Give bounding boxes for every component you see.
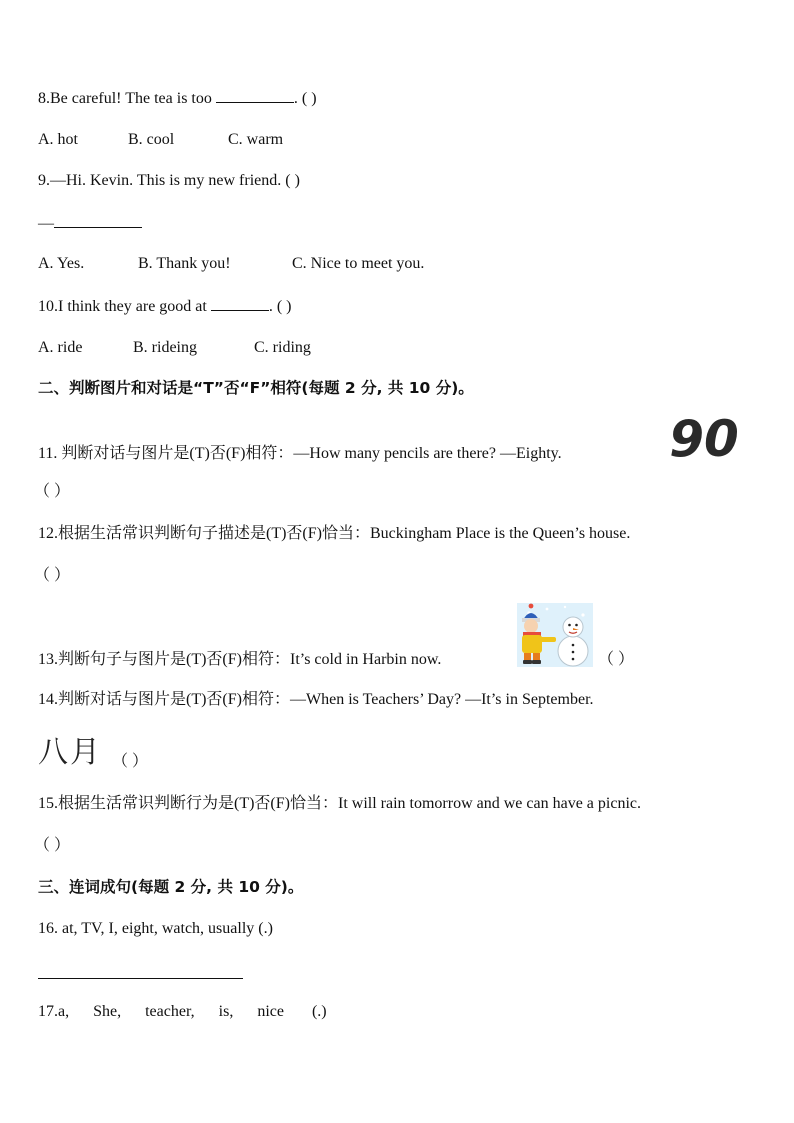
question-8-option-a[interactable]: A. hot [38, 131, 78, 148]
question-12-stem: 12.根据生活常识判断句子描述是(T)否(F)恰当：Buckingham Place is the Queen’s house. [38, 525, 631, 542]
question-12-answer-paren[interactable]: （ ） [34, 567, 71, 584]
question-10-options [38, 338, 311, 358]
question-8-stem-end: . ( ) [293, 90, 317, 107]
question-16-stem: 16. at, TV, I, eight, watch, usually (.) [38, 920, 273, 937]
question-14-stem: 14.判断对话与图片是(T)否(F)相符：—When is Teachers’ Day? —It’s in September. [38, 691, 594, 708]
number-90-text: 90 [669, 412, 739, 462]
question-13-answer-paren[interactable]: （ ） [598, 651, 635, 668]
question-10-stem-start: 10.I think they are good at [38, 298, 211, 315]
section-2-heading: 二、判断图片和对话是“T”否“F”相符(每题 2 分, 共 10 分)。 [38, 379, 474, 397]
question-9-option-c[interactable]: C. Nice to meet you. [292, 255, 425, 272]
section-3-heading: 三、连词成句(每题 2 分, 共 10 分)。 [38, 878, 304, 896]
question-11-stem: 11. 判断对话与图片是(T)否(F)相符：—How many pencils are there? —Eighty. [38, 445, 562, 462]
question-10-option-b[interactable]: B. rideing [133, 339, 197, 356]
question-9-option-a[interactable]: A. Yes. [38, 255, 85, 272]
question-10 [38, 296, 292, 317]
question-17-stem: 17.a, She, teacher, is, nice (.) [38, 1003, 327, 1020]
august-picture-text: 八月 [38, 735, 102, 770]
question-8-options [38, 130, 283, 150]
question-9-options [38, 254, 424, 274]
snowman-head [563, 617, 583, 637]
question-16-answer-line[interactable] [38, 978, 243, 979]
question-8-option-b[interactable]: B. cool [128, 131, 175, 148]
snowman-picture [517, 603, 593, 667]
child-face [524, 619, 538, 633]
question-15-answer-paren[interactable]: （ ） [34, 837, 71, 854]
question-10-option-c[interactable]: C. riding [254, 339, 311, 356]
question-11-answer-paren[interactable]: （ ） [34, 483, 71, 500]
question-10-stem-end: . ( ) [268, 298, 292, 315]
question-9-reply [38, 213, 142, 234]
child-coat [522, 635, 542, 653]
question-9-reply-blank[interactable] [54, 213, 142, 228]
question-13-stem: 13.判断句子与图片是(T)否(F)相符：It’s cold in Harbin now. [38, 651, 442, 668]
question-9-stem: 9.—Hi. Kevin. This is my new friend. ( ) [38, 172, 300, 189]
question-8 [38, 88, 317, 109]
question-14-answer-paren[interactable]: （ ） [112, 753, 149, 770]
question-15-stem: 15.根据生活常识判断行为是(T)否(F)恰当：It will rain tomorrow and we can have a picnic. [38, 795, 641, 812]
question-10-option-a[interactable]: A. ride [38, 339, 83, 356]
question-9-option-b[interactable]: B. Thank you! [138, 255, 231, 272]
question-8-blank[interactable] [216, 88, 294, 103]
number-90-picture [668, 412, 740, 462]
question-8-stem-start: 8.Be careful! The tea is too [38, 90, 216, 107]
question-9-reply-dash: — [38, 215, 54, 232]
question-10-blank[interactable] [211, 296, 269, 311]
question-8-option-c[interactable]: C. warm [228, 131, 284, 148]
